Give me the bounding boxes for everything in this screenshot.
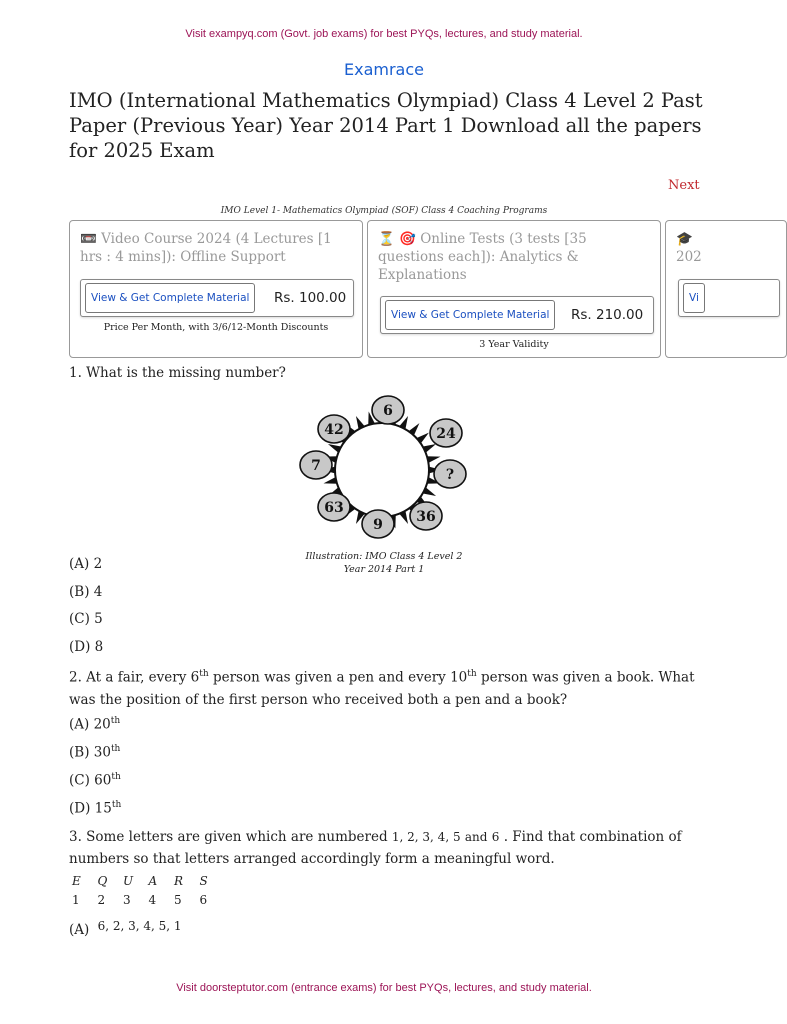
site-name-link[interactable]: Examrace [344,60,424,79]
ring-number-label: 24 [436,426,456,442]
ring-number-node [430,419,462,447]
ring-number-node [300,451,332,479]
ring-number-label: ? [445,467,455,483]
ring-number-label: 42 [324,422,344,438]
q2-option-d: (D) 15th [69,800,122,817]
card-title: Online Tests (3 tests [35 questions each]): Analytics & Explanations [378,231,587,283]
next-link[interactable]: Next [668,178,700,193]
ring-number-label: 63 [324,500,344,516]
numbers-row [72,893,225,907]
question-3: 3. Some letters are given which are numbered 1, 2, 3, 4, 5 and 6 . Find that combination of numbers so that letters arranged accordingly form a meaningful word. [69,829,682,867]
letter-number-table [72,874,225,907]
ring-number-label: 9 [373,517,383,533]
card-price: Rs. 100.00 [274,290,347,306]
coaching-card-video [69,220,363,358]
number-cell: 1 [72,893,80,907]
card-note: 3 Year Validity [479,339,549,350]
number-cell: 6 [199,893,208,907]
view-material-button[interactable]: View & Get Complete Material [385,300,555,330]
illustration-caption: Illustration: IMO Class 4 Level 2 Year 2014 Part 1 [305,551,463,575]
number-cell: 2 [97,893,106,907]
buy-box [678,279,780,317]
ring-number-node [318,415,350,443]
ring-number-node [410,502,442,530]
ring-number-label: 7 [311,458,321,474]
ring-number-node [362,510,394,538]
ring-number-node [372,396,404,424]
view-material-button[interactable]: View & Get Complete Material [85,283,255,313]
q2-option-b: (B) 30th [69,744,121,761]
hourglass-target-icon: ⏳ 🎯 [378,231,416,247]
question-2: 2. At a fair, every 6th person was given a pen and every 10th person was given a book. What was the position of the first person who received both a pen and a book? [69,669,695,708]
coaching-card-partial [665,220,787,358]
ring-number-label: 36 [416,509,436,525]
letter-cell: E [72,874,81,888]
buy-box [380,296,654,334]
number-ring-illustration [290,392,480,547]
card-note: Price Per Month, with 3/6/12-Month Discounts [103,322,329,333]
q2-option-c: (C) 60th [69,772,121,789]
letter-cell: R [174,874,184,888]
coaching-caption: IMO Level 1- Mathematics Olympiad (SOF) Class 4 Coaching Programs [220,206,548,216]
coaching-cards [69,220,702,358]
number-cell: 5 [174,893,182,907]
ring-number-label: 6 [383,403,393,419]
letter-cell: A [148,874,158,888]
letter-cell: S [199,874,208,888]
bottom-promo-banner[interactable]: Visit doorsteptutor.com (entrance exams) for best PYQs, lectures, and study material. [176,982,592,994]
q2-option-a: (A) 20th [69,716,121,733]
top-promo-banner[interactable]: Visit exampyq.com (Govt. job exams) for best PYQs, lectures, and study material. [185,28,583,40]
card-title: 202 [676,249,702,265]
q1-option-d: (D) 8 [69,639,104,655]
q1-option-a: (A) 2 [69,556,103,572]
q3-option-a: (A) 6, 2, 3, 4, 5, 1 [69,919,182,938]
number-cell: 3 [123,893,131,907]
letter-cell: Q [97,874,108,888]
view-material-button[interactable]: Vi [683,283,705,313]
buy-box [80,279,354,317]
question-1: 1. What is the missing number? [69,365,286,381]
video-tape-icon: 📼 [80,231,97,247]
ring-number-node [434,460,466,488]
letters-row [72,874,225,888]
page-title: IMO (International Mathematics Olympiad) Class 4 Level 2 Past Paper (Previous Year) Year 2014 Part 1 Download all the papers for 2025 Exam [69,89,703,162]
number-cell: 4 [148,893,157,907]
q1-option-b: (B) 4 [69,584,103,600]
graduation-cap-icon: 🎓 [676,231,693,247]
coaching-card-tests [367,220,661,358]
letter-cell: U [123,874,134,888]
q1-option-c: (C) 5 [69,611,103,627]
ring-number-node [318,493,350,521]
card-price: Rs. 210.00 [571,307,644,323]
card-title: Video Course 2024 (4 Lectures [1 hrs : 4 mins]): Offline Support [80,231,332,265]
